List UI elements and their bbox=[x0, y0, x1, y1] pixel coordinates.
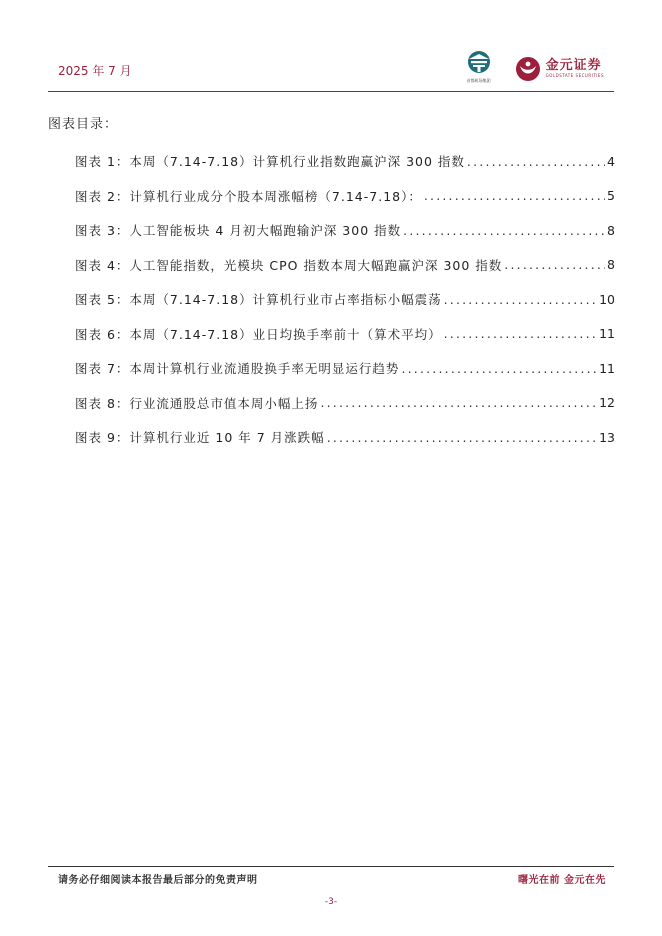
toc-leader-dots bbox=[403, 223, 605, 238]
toc-leader-dots bbox=[320, 395, 597, 410]
report-date: 2025 年 7 月 bbox=[58, 64, 132, 78]
toc-entry-label: 图表 2：计算机行业成分个股本周涨幅榜（7.14-7.18）： bbox=[75, 188, 422, 204]
toc-entry-page: 4 bbox=[607, 153, 615, 169]
toc-leader-dots bbox=[444, 292, 597, 307]
toc-entry[interactable] bbox=[75, 386, 615, 421]
goldstate-emblem-icon bbox=[515, 56, 541, 82]
toc-entry-page: 11 bbox=[599, 326, 615, 342]
header-divider bbox=[48, 91, 614, 92]
toc-entry-label: 图表 4：人工智能指数，光模块 CPO 指数本周大幅跑赢沪深 300 指数 bbox=[75, 257, 503, 273]
toc-entry-page: 5 bbox=[607, 188, 615, 204]
brand-subtitle: GOLDSTATE SECURITIES bbox=[545, 73, 604, 78]
toc-entry[interactable] bbox=[75, 213, 615, 248]
toc-entry[interactable] bbox=[75, 351, 615, 386]
toc-entry-page: 10 bbox=[599, 291, 615, 307]
toc-list bbox=[75, 144, 615, 455]
toc-entry-label: 图表 1：本周（7.14-7.18）计算机行业指数跑赢沪深 300 指数 bbox=[75, 154, 465, 170]
toc-leader-dots bbox=[504, 257, 605, 272]
toc-entry[interactable] bbox=[75, 317, 615, 352]
toc-entry-label: 图表 6：本周（7.14-7.18）业日均换手率前十（算术平均） bbox=[75, 326, 442, 342]
toc-entry-page: 8 bbox=[607, 257, 615, 273]
toc-entry[interactable] bbox=[75, 248, 615, 283]
footer-divider bbox=[48, 866, 614, 867]
toc-entry-page: 12 bbox=[599, 395, 615, 411]
toc-entry-label: 图表 5：本周（7.14-7.18）计算机行业市占率指标小幅震荡 bbox=[75, 292, 442, 308]
footer-slogan: 曙光在前 金元在先 bbox=[518, 875, 606, 886]
header-logos bbox=[457, 52, 604, 82]
toc-leader-dots bbox=[327, 430, 597, 445]
toc-leader-dots bbox=[424, 188, 605, 203]
page-number: -3- bbox=[324, 897, 338, 907]
toc-entry-label: 图表 3：人工智能板块 4 月初大幅跑输沪深 300 指数 bbox=[75, 223, 402, 239]
footer-disclaimer: 请务必仔细阅读本报告最后部分的免责声明 bbox=[58, 875, 258, 886]
toc-leader-dots bbox=[467, 154, 605, 169]
toc-entry[interactable] bbox=[75, 420, 615, 455]
toc-entry-page: 8 bbox=[607, 222, 615, 238]
airport-group-emblem-icon bbox=[457, 50, 501, 76]
toc-entry-label: 图表 8：行业流通股总市值本周小幅上扬 bbox=[75, 395, 319, 411]
goldstate-wordmark bbox=[546, 59, 604, 79]
toc-entry[interactable] bbox=[75, 179, 615, 214]
toc-entry-label: 图表 9：计算机行业近 10 年 7 月涨跌幅 bbox=[75, 430, 325, 446]
goldstate-logo bbox=[515, 56, 604, 82]
brand-name: 金元证券 bbox=[545, 58, 602, 73]
airport-group-logo bbox=[457, 50, 501, 82]
airport-group-caption: 首都机场集团 bbox=[466, 78, 491, 83]
toc-title: 图表目录： bbox=[48, 117, 119, 132]
toc-entry[interactable] bbox=[75, 144, 615, 179]
toc-entry-page: 13 bbox=[599, 429, 615, 445]
toc-entry[interactable] bbox=[75, 282, 615, 317]
toc-entry-label: 图表 7：本周计算机行业流通股换手率无明显运行趋势 bbox=[75, 361, 400, 377]
toc-leader-dots bbox=[401, 361, 597, 376]
toc-entry-page: 11 bbox=[599, 360, 615, 376]
toc-leader-dots bbox=[444, 326, 597, 341]
